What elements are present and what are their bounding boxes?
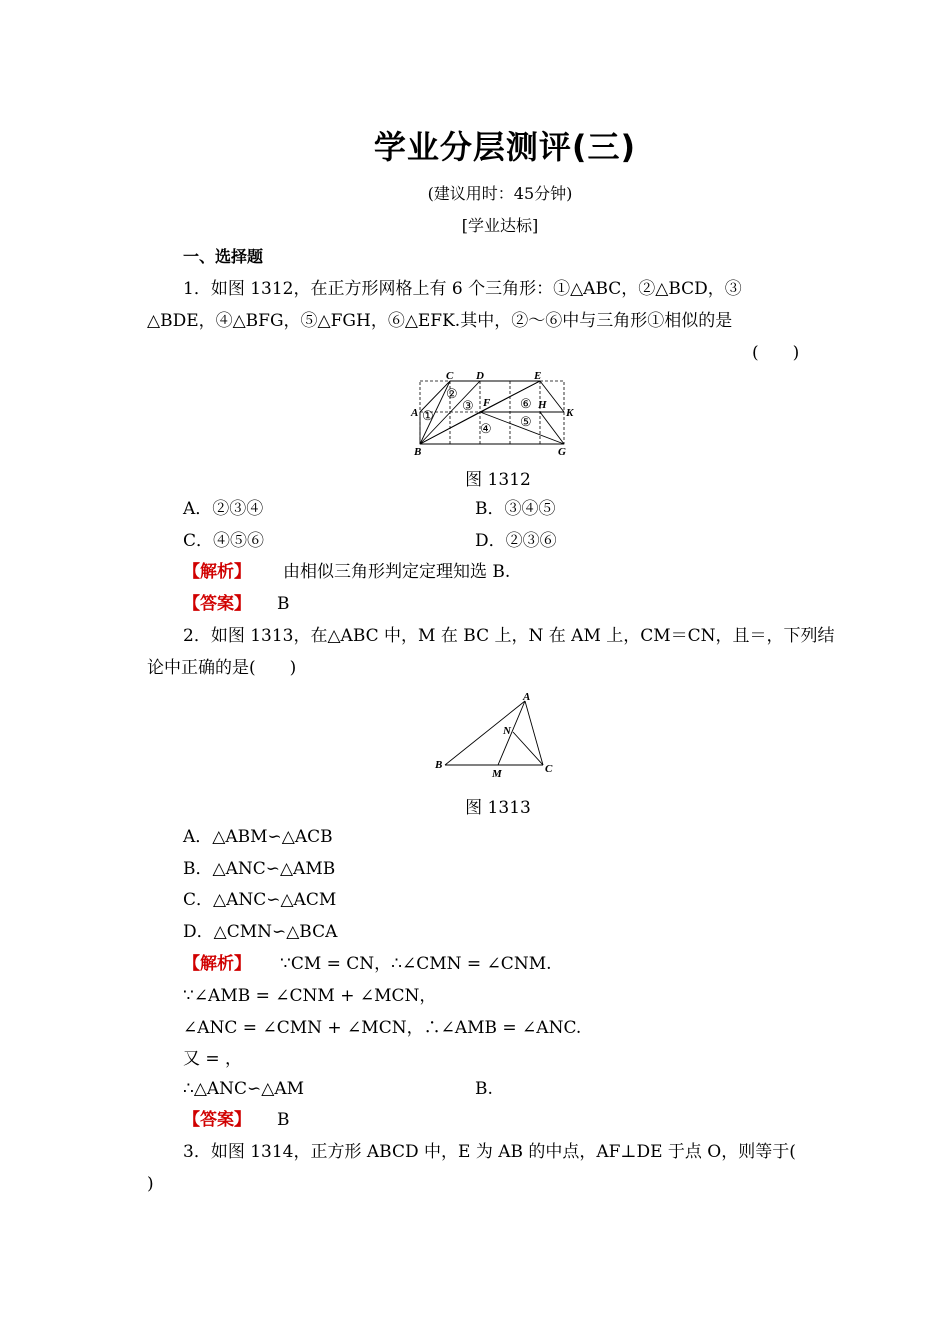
q1-line1: 1．如图 1312，在正方形网格上有 6 个三角形：①△ABC，②△BCD，③: [183, 279, 742, 299]
fig1-label-H: H: [538, 399, 547, 411]
q2-analysis-1: ∵CM = CN，∴∠CMN = ∠CNM.: [280, 954, 552, 974]
q1-line2: △BDE，④△BFG，⑤△FGH，⑥△EFK.其中，②～⑥中与三角形①相似的是: [147, 311, 733, 331]
fig2-label-N: N: [503, 725, 511, 737]
q2-analysis-2: ∵∠AMB = ∠CNM + ∠MCN，: [183, 986, 437, 1006]
q2-analysis-5a: ∴△ANC∽△AM: [183, 1079, 305, 1099]
fig2-label-B: B: [435, 759, 443, 771]
q3-line2: ): [147, 1174, 154, 1194]
q1-analysis: 由相似三角形判定定理知选 B.: [283, 562, 511, 582]
fig1-label-K: K: [566, 407, 574, 419]
fig1-label-F: F: [483, 397, 491, 409]
section-heading: 一、选择题: [183, 247, 264, 266]
fig1-label-C: C: [446, 370, 454, 382]
fig1-label-A: A: [411, 407, 419, 419]
q3-line1: 3．如图 1314，正方形 ABCD 中，E 为 AB 的中点，AF⊥DE 于点 O，则等于(: [183, 1142, 796, 1162]
q1-answer: B: [277, 594, 290, 614]
figure-1313: [430, 690, 560, 780]
fig1-mark-5: ⑤: [520, 414, 532, 429]
q1-option-c: C．④⑤⑥: [183, 531, 265, 551]
fig1-label-E: E: [534, 370, 542, 382]
q2-line2: 论中正确的是( ): [147, 658, 297, 678]
q2-answer-tag: 【答案】: [183, 1110, 251, 1130]
fig1-mark-6: ⑥: [520, 396, 532, 411]
q1-answer-tag: 【答案】: [183, 594, 251, 614]
time-note: (建议用时：45分钟): [427, 184, 573, 203]
fig1-label-D: D: [476, 370, 484, 382]
fig1-mark-3: ③: [462, 398, 474, 413]
q2-analysis-5b: B.: [475, 1079, 493, 1099]
q2-option-c: C．△ANC∽△ACM: [183, 890, 337, 910]
fig2-label-M: M: [492, 768, 502, 780]
page-title: 学业分层测评(三): [373, 128, 637, 166]
q2-option-d: D．△CMN∽△BCA: [183, 922, 338, 942]
fig2-label-C: C: [545, 763, 553, 775]
q1-analysis-tag: 【解析】: [183, 562, 251, 582]
q1-blank: ( ): [752, 343, 800, 363]
q1-option-d: D．②③⑥: [475, 531, 557, 551]
fig2-caption: 图 1313: [465, 798, 531, 818]
q2-option-b: B．△ANC∽△AMB: [183, 859, 336, 879]
level-heading: [学业达标]: [461, 216, 539, 235]
q2-line1: 2．如图 1313，在△ABC 中，M 在 BC 上，N 在 AM 上，CM＝CN，且＝，下列结: [183, 626, 835, 646]
fig1-mark-2: ②: [446, 386, 458, 401]
fig1-label-B: B: [414, 446, 422, 458]
fig1-mark-1: ①: [422, 408, 434, 423]
q1-option-a: A．②③④: [183, 499, 264, 519]
q2-analysis-tag: 【解析】: [183, 954, 251, 974]
q2-option-a: A．△ABM∽△ACB: [183, 827, 333, 847]
q1-option-b: B．③④⑤: [475, 499, 556, 519]
fig1-label-G: G: [558, 446, 566, 458]
q2-analysis-3: ∠ANC = ∠CMN + ∠MCN，∴∠AMB = ∠ANC.: [183, 1018, 582, 1038]
fig1-caption: 图 1312: [465, 470, 531, 490]
fig2-label-A: A: [523, 691, 531, 703]
fig1-mark-4: ④: [480, 421, 492, 436]
q2-analysis-4: 又 = ，: [183, 1049, 243, 1069]
figure-1312: [408, 368, 584, 460]
q2-answer: B: [277, 1110, 290, 1130]
